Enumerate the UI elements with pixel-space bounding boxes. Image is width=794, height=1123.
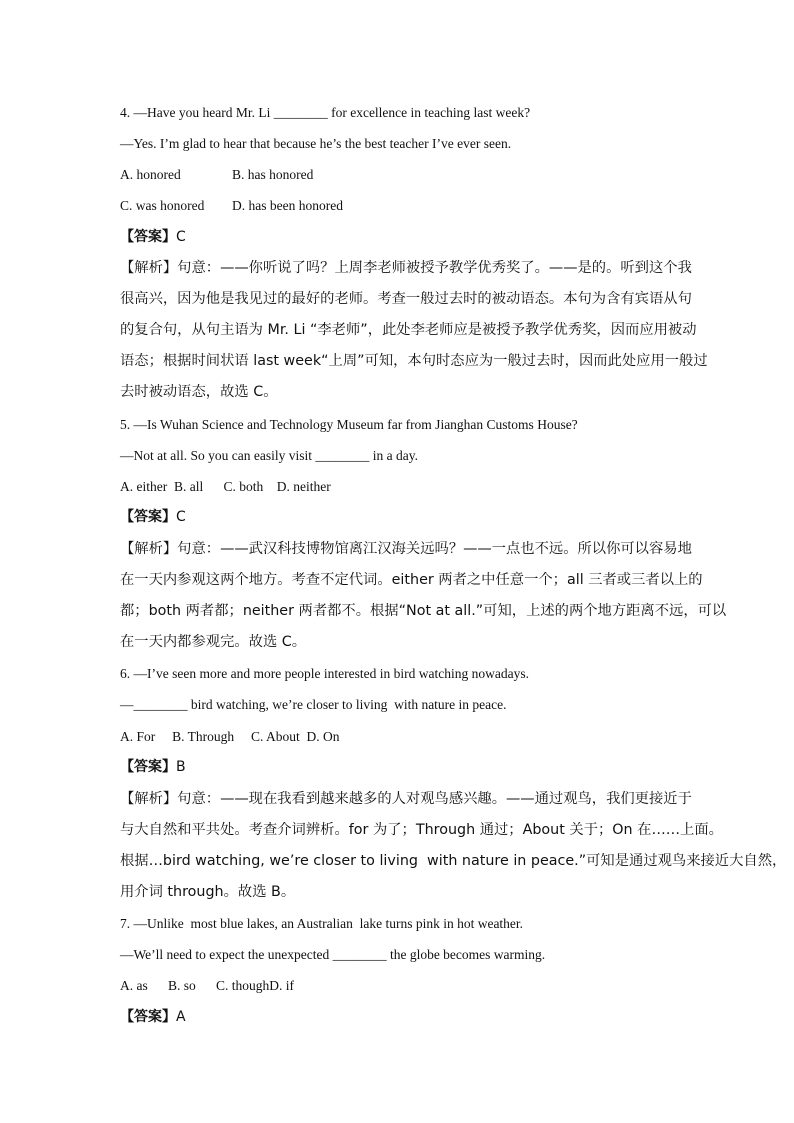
q4-options-row-2 (120, 197, 343, 215)
q4-answer (120, 227, 186, 247)
q5-reply: —Not at all. So you can easily visit ________ in a day. (120, 448, 418, 463)
q4-analysis-line-5: 去时被动语态，故选 C。 (120, 384, 278, 400)
q6-answer-value: B (176, 759, 186, 775)
q6-stem: 6. —I’ve seen more and more people interested in bird watching nowadays. (120, 666, 529, 681)
q4-answer-label: 【答案】 (120, 229, 176, 245)
q6-analysis-line-3: 根据…bird watching, we’re closer to living with nature in peace.”可知是通过观鸟来接近大自然， (120, 853, 787, 869)
q5-options: A. either B. all C. both D. neither (120, 479, 331, 494)
q6-analysis-line-2: 与大自然和平共处。考查介词辨析。for 为了；Through 通过；About 关于；On 在……上面。 (120, 822, 723, 838)
q7-answer-value: A (176, 1009, 186, 1025)
q4-analysis-line-2: 很高兴，因为他是我见过的最好的老师。考查一般过去时的被动语态。本句为含有宾语从句 (120, 291, 692, 307)
q7-answer-label: 【答案】 (120, 1009, 176, 1025)
q4-analysis-line-3: 的复合句，从句主语为 Mr. Li “李老师”，此处李老师应是被授予教学优秀奖，因而应用被动 (120, 322, 697, 338)
q5-analysis-line-4: 在一天内都参观完。故选 C。 (120, 634, 307, 650)
q6-answer-label: 【答案】 (120, 759, 176, 775)
q7-options: A. as B. so C. thoughD. if (120, 978, 295, 993)
q4-option-a: A. honored (120, 167, 181, 182)
q4-analysis-line-4: 语态；根据时间状语 last week“上周”可知，本句时态应为一般过去时，因而此处应用一般过 (120, 353, 708, 369)
q5-answer-label: 【答案】 (120, 509, 176, 525)
q6-answer (120, 757, 186, 777)
q5-analysis-line-3: 都；both 两者都；neither 两者都不。根据“Not at all.”可知，上述的两个地方距离不远，可以 (120, 603, 727, 619)
q6-analysis-line-1: 【解析】句意：——现在我看到越来越多的人对观鸟感兴趣。——通过观鸟，我们更接近于 (120, 791, 692, 807)
q4-stem: 4. —Have you heard Mr. Li ________ for excellence in teaching last week? (120, 105, 531, 120)
q6-analysis-line-4: 用介词 through。故选 B。 (120, 884, 296, 900)
q4-analysis-line-1: 【解析】句意：——你听说了吗？上周李老师被授予教学优秀奖了。——是的。听到这个我 (120, 260, 692, 276)
q7-reply: —We’ll need to expect the unexpected ________ the globe becomes warming. (120, 947, 546, 962)
q7-answer (120, 1007, 186, 1027)
q4-options-row-1 (120, 166, 313, 184)
q4-option-d: D. has been honored (232, 198, 343, 213)
q4-reply: —Yes. I’m glad to hear that because he’s the best teacher I’ve ever seen. (120, 136, 512, 151)
q5-answer-value: C (176, 509, 186, 525)
q5-answer (120, 507, 186, 527)
q5-analysis-line-2: 在一天内参观这两个地方。考查不定代词。either 两者之中任意一个；all 三者或三者以上的 (120, 572, 703, 588)
q4-answer-value: C (176, 229, 186, 245)
q5-analysis-line-1: 【解析】句意：——武汉科技博物馆离江汉海关远吗？——一点也不远。所以你可以容易地 (120, 541, 692, 557)
q5-stem: 5. —Is Wuhan Science and Technology Museum far from Jianghan Customs House? (120, 417, 578, 432)
q4-option-c: C. was honored (120, 198, 205, 213)
q6-options: A. For B. Through C. About D. On (120, 729, 340, 744)
q7-stem: 7. —Unlike most blue lakes, an Australian lake turns pink in hot weather. (120, 916, 524, 931)
q6-reply: —________ bird watching, we’re closer to living with nature in peace. (120, 697, 507, 712)
q4-option-b: B. has honored (232, 167, 314, 182)
